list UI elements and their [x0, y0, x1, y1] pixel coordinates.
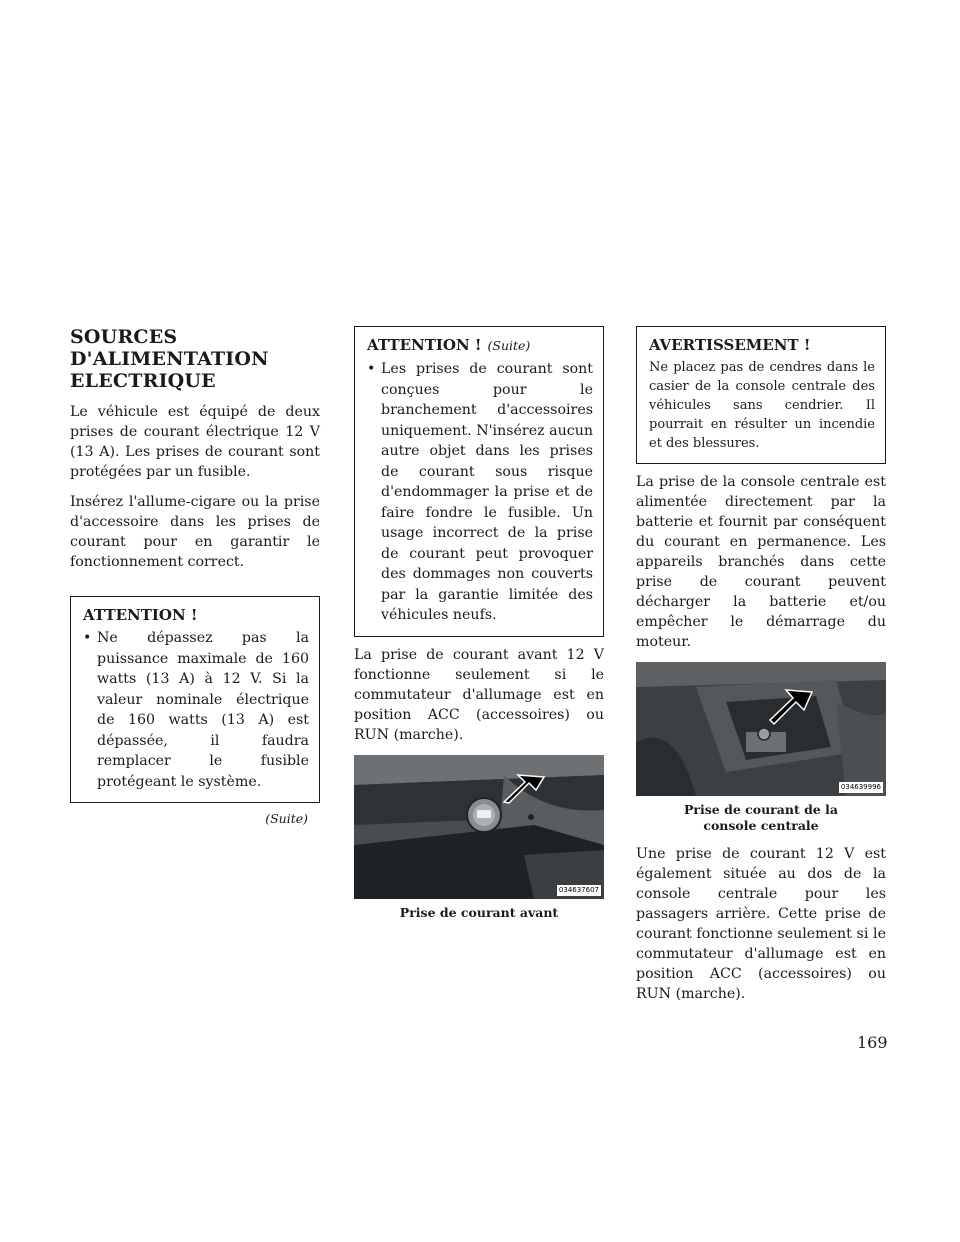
console-outlet-paragraph: La prise de la console centrale est alimentée directement par la batterie et fournit par conséquent du courant en permanence. Les appareils branchés dans cette prise de courant peuvent décharger la batterie et/ou empêcher le démarrage du moteur.	[636, 474, 886, 650]
intro-paragraph: Le véhicule est équipé de deux prises de courant électrique 12 V (13 A). Les prises de courant sont protégées par un fusible.	[70, 404, 320, 480]
attention-title: ATTENTION !	[83, 606, 198, 624]
column-right	[636, 326, 886, 1014]
attention-bullet	[367, 359, 593, 626]
bullet-icon: •	[367, 361, 376, 377]
attention-box-continued	[354, 326, 604, 637]
attention-bullet	[83, 628, 309, 792]
insert-paragraph: Insérez l'allume-cigare ou la prise d'accessoire dans les prises de courant pour en garantir le fonctionnement correct.	[70, 494, 320, 570]
front-outlet-paragraph: La prise de courant avant 12 V fonctionne seulement si le commutateur d'allumage est en position ACC (accessoires) ou RUN (marche).	[354, 646, 604, 743]
console-outlet-illustration	[636, 662, 886, 796]
suite-label: (Suite)	[487, 338, 531, 353]
front-outlet-illustration	[354, 755, 604, 899]
warning-text: Ne placez pas de cendres dans le casier de la console centrale des véhicules sans cendrier. Il pourrait en résulter un incendie et des blessures.	[649, 360, 875, 451]
front-outlet-photo	[354, 755, 604, 899]
attention-bullet-text: Ne dépassez pas la puissance maximale de 160 watts (13 A) à 12 V. Si la valeur nominale électrique de 160 watts (13 A) est dépassée, il faudra remplacer le fusible protégeant le système.	[97, 630, 309, 790]
page-number: 169	[857, 1033, 888, 1052]
rear-outlet-paragraph: Une prise de courant 12 V est également située au dos de la console centrale pour les passagers arrière. Cette prise de courant fonctionne seulement si le commutateur d'allumage est en position ACC (accessoires) ou RUN (marche).	[636, 846, 886, 1002]
warning-box	[636, 326, 886, 464]
column-middle	[354, 326, 604, 931]
attention-title-text: ATTENTION !	[367, 336, 482, 354]
console-outlet-photo	[636, 662, 886, 796]
photo-id: 034637607	[558, 885, 599, 894]
attention-box	[70, 596, 320, 803]
photo-id: 034639996	[840, 783, 881, 791]
column-left	[70, 326, 320, 826]
section-title: SOURCES D'ALIMENTATION ELECTRIQUE	[70, 326, 269, 392]
attention-bullet-text: Les prises de courant sont conçues pour le branchement d'accessoires uniquement. N'insérez aucun autre objet dans les prises de courant sous risque d'endommager la prise et de faire fondre le fusible. Un usage incorrect de la prise de courant peut provoquer des dommages non couverts par la garantie limitée des véhicules neufs.	[381, 361, 593, 623]
photo-caption: Prise de courant de la console centrale	[684, 802, 838, 833]
suite-label: (Suite)	[265, 811, 308, 826]
warning-title: AVERTISSEMENT !	[649, 336, 811, 354]
photo-caption: Prise de courant avant	[399, 904, 559, 920]
attention-title	[367, 335, 593, 356]
bullet-icon: •	[83, 630, 92, 646]
